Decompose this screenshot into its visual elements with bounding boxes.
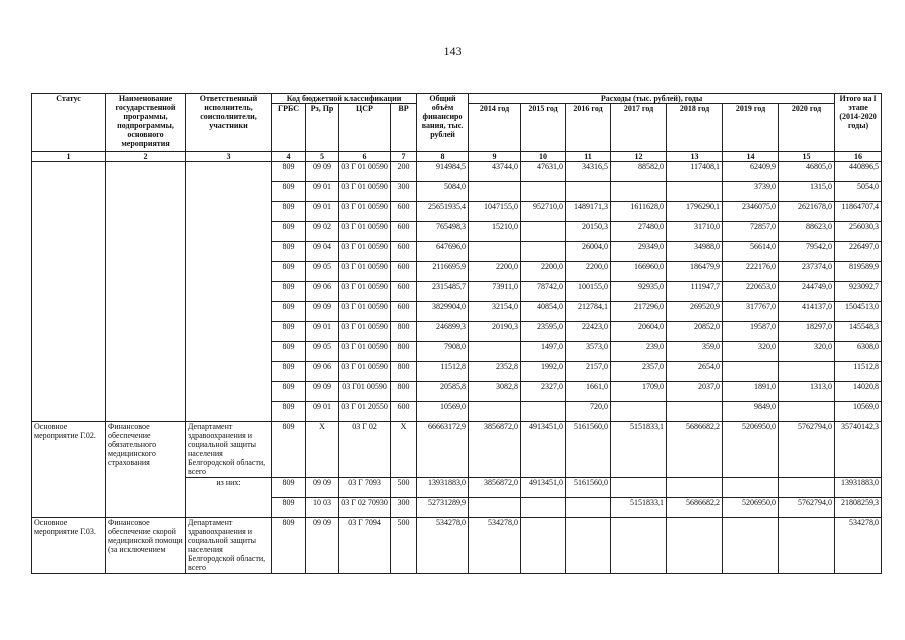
year-cell xyxy=(469,242,521,262)
vr-cell: 800 xyxy=(391,322,417,342)
year-cell: 1796290,1 xyxy=(667,202,723,222)
grbs-cell: 809 xyxy=(272,518,306,574)
vr-cell: 600 xyxy=(391,202,417,222)
year-cell: 1315,0 xyxy=(779,182,835,202)
column-number-5: 5 xyxy=(306,152,339,162)
grbs-cell: 809 xyxy=(272,282,306,302)
total-cell: 2116695,9 xyxy=(417,262,469,282)
year-cell: 320,0 xyxy=(723,342,779,362)
column-number-8: 8 xyxy=(417,152,469,162)
header-total-volume: Общий объём финансиро вания, тыс. рублей xyxy=(417,94,469,152)
vr-cell: 800 xyxy=(391,342,417,362)
year-cell: 414137,0 xyxy=(779,302,835,322)
header-year-2016: 2016 год xyxy=(566,104,611,152)
year-cell: 320,0 xyxy=(779,342,835,362)
stage-total-cell: 923092,7 xyxy=(835,282,882,302)
stage-total-cell: 226497,0 xyxy=(835,242,882,262)
stage-total-cell: 14020,8 xyxy=(835,382,882,402)
rzpr-cell: 09 09 xyxy=(306,302,339,322)
total-cell: 3829904,0 xyxy=(417,302,469,322)
csr-cell: 03 Г 01 00590 xyxy=(339,282,391,302)
year-cell xyxy=(779,478,835,498)
csr-cell: 03 Г 01 00590 xyxy=(339,262,391,282)
year-cell: 88623,0 xyxy=(779,222,835,242)
column-number-9: 9 xyxy=(469,152,521,162)
year-cell: 19587,0 xyxy=(723,322,779,342)
year-cell xyxy=(779,362,835,382)
vr-cell: 600 xyxy=(391,402,417,422)
vr-cell: Х xyxy=(391,422,417,478)
rzpr-cell: 09 02 xyxy=(306,222,339,242)
status-cell: Основное мероприятие Г.03. xyxy=(32,518,106,574)
year-cell: 20604,0 xyxy=(611,322,667,342)
year-cell: 40854,0 xyxy=(521,302,566,322)
table-row-g03 xyxy=(32,518,882,574)
year-cell xyxy=(723,478,779,498)
csr-cell: 03 Г 02 70930 xyxy=(339,498,391,518)
year-cell xyxy=(611,402,667,422)
year-cell: 359,0 xyxy=(667,342,723,362)
year-cell: 47631,0 xyxy=(521,162,566,182)
stage-total-cell: 440896,5 xyxy=(835,162,882,182)
column-number-10: 10 xyxy=(521,152,566,162)
column-number-16: 16 xyxy=(835,152,882,162)
year-cell xyxy=(611,182,667,202)
year-cell xyxy=(667,402,723,422)
year-cell: 317767,0 xyxy=(723,302,779,322)
column-number-1: 1 xyxy=(32,152,106,162)
stage-total-cell: 10569,0 xyxy=(835,402,882,422)
year-cell: 4913451,0 xyxy=(521,478,566,498)
year-cell: 15210,0 xyxy=(469,222,521,242)
csr-cell: 03 Г 01 00590 xyxy=(339,202,391,222)
year-cell: 2200,0 xyxy=(566,262,611,282)
year-cell: 220653,0 xyxy=(723,282,779,302)
csr-cell: 03 Г 01 00590 xyxy=(339,322,391,342)
stage-total-cell: 534278,0 xyxy=(835,518,882,574)
year-cell: 26004,0 xyxy=(566,242,611,262)
year-cell: 5762794,0 xyxy=(779,422,835,478)
vr-cell: 200 xyxy=(391,162,417,182)
year-cell: 3739,0 xyxy=(723,182,779,202)
vr-cell: 500 xyxy=(391,518,417,574)
year-cell xyxy=(521,242,566,262)
year-cell: 79542,0 xyxy=(779,242,835,262)
year-cell: 3082,8 xyxy=(469,382,521,402)
column-number-3: 3 xyxy=(186,152,272,162)
year-cell: 1992,0 xyxy=(521,362,566,382)
year-cell: 4913451,0 xyxy=(521,422,566,478)
stage-total-cell: 35740142,3 xyxy=(835,422,882,478)
column-number-12: 12 xyxy=(611,152,667,162)
column-number-6: 6 xyxy=(339,152,391,162)
year-cell: 1489171,3 xyxy=(566,202,611,222)
header-expenses: Расходы (тыс. рублей), годы xyxy=(469,94,835,104)
year-cell: 5151833,1 xyxy=(611,422,667,478)
year-cell xyxy=(566,518,611,574)
year-cell: 5151833,1 xyxy=(611,498,667,518)
year-cell: 2327,0 xyxy=(521,382,566,402)
header-rzpr: Рз, Пр xyxy=(306,104,339,152)
year-cell: 32154,0 xyxy=(469,302,521,322)
year-cell: 217296,0 xyxy=(611,302,667,322)
name-cell: Финансовое обеспечение обязательного медицинского страхования xyxy=(106,422,186,518)
year-cell xyxy=(723,518,779,574)
header-year-2019: 2019 год xyxy=(723,104,779,152)
table-row xyxy=(32,162,882,182)
year-cell: 20190,3 xyxy=(469,322,521,342)
grbs-cell: 809 xyxy=(272,242,306,262)
year-cell: 2157,0 xyxy=(566,362,611,382)
year-cell: 244749,0 xyxy=(779,282,835,302)
column-number-4: 4 xyxy=(272,152,306,162)
grbs-cell: 809 xyxy=(272,422,306,478)
total-cell: 25651935,4 xyxy=(417,202,469,222)
vr-cell: 600 xyxy=(391,282,417,302)
year-cell: 92935,0 xyxy=(611,282,667,302)
total-cell: 2315485,7 xyxy=(417,282,469,302)
column-number-7: 7 xyxy=(391,152,417,162)
grbs-cell: 809 xyxy=(272,162,306,182)
column-number-14: 14 xyxy=(723,152,779,162)
year-cell: 20150,3 xyxy=(566,222,611,242)
column-numbers-row xyxy=(32,152,882,162)
total-cell: 647696,0 xyxy=(417,242,469,262)
year-cell: 1709,0 xyxy=(611,382,667,402)
year-cell: 5161560,0 xyxy=(566,478,611,498)
grbs-cell: 809 xyxy=(272,262,306,282)
year-cell: 117408,1 xyxy=(667,162,723,182)
csr-cell: 03 Г 02 xyxy=(339,422,391,478)
year-cell xyxy=(667,478,723,498)
grbs-cell: 809 xyxy=(272,402,306,422)
year-cell: 2352,8 xyxy=(469,362,521,382)
year-cell: 46805,0 xyxy=(779,162,835,182)
vr-cell: 800 xyxy=(391,382,417,402)
year-cell: 9849,0 xyxy=(723,402,779,422)
stage-total-cell: 21808259,3 xyxy=(835,498,882,518)
sub-label-cell: из них: xyxy=(186,478,272,518)
year-cell xyxy=(469,498,521,518)
total-cell: 52731289,9 xyxy=(417,498,469,518)
year-cell xyxy=(521,498,566,518)
header-budget-code: Код бюджетной классификации xyxy=(272,94,417,104)
year-cell xyxy=(521,518,566,574)
csr-cell: 03 Г 01 00590 xyxy=(339,342,391,362)
year-cell xyxy=(667,182,723,202)
total-cell: 13931883,0 xyxy=(417,478,469,498)
header-year-2020: 2020 год xyxy=(779,104,835,152)
budget-table xyxy=(31,93,882,574)
year-cell xyxy=(469,342,521,362)
year-cell: 5161560,0 xyxy=(566,422,611,478)
csr-cell: 03 Г 7094 xyxy=(339,518,391,574)
executor-cell: Департамент здравоохранения и социальной защиты населения Белгородской области, всего xyxy=(186,518,272,574)
year-cell: 534278,0 xyxy=(469,518,521,574)
grbs-cell: 809 xyxy=(272,382,306,402)
year-cell: 2037,0 xyxy=(667,382,723,402)
rzpr-cell: 09 09 xyxy=(306,382,339,402)
year-cell xyxy=(779,402,835,422)
year-cell: 5762794,0 xyxy=(779,498,835,518)
total-cell: 765498,3 xyxy=(417,222,469,242)
year-cell: 56614,0 xyxy=(723,242,779,262)
total-cell: 534278,0 xyxy=(417,518,469,574)
year-cell: 1497,0 xyxy=(521,342,566,362)
csr-cell: 03 Г 01 00590 xyxy=(339,302,391,322)
total-cell: 914984,5 xyxy=(417,162,469,182)
rzpr-cell: 09 09 xyxy=(306,518,339,574)
vr-cell: 600 xyxy=(391,302,417,322)
year-cell xyxy=(723,362,779,382)
year-cell: 43744,0 xyxy=(469,162,521,182)
rzpr-cell: 09 05 xyxy=(306,342,339,362)
rzpr-cell: 09 06 xyxy=(306,362,339,382)
year-cell: 78742,0 xyxy=(521,282,566,302)
year-cell: 5686682,2 xyxy=(667,498,723,518)
year-cell xyxy=(779,518,835,574)
rzpr-cell: 09 01 xyxy=(306,202,339,222)
year-cell: 34988,0 xyxy=(667,242,723,262)
csr-cell: 03 Г01 00590 xyxy=(339,382,391,402)
year-cell: 62409,9 xyxy=(723,162,779,182)
rzpr-cell: 10 03 xyxy=(306,498,339,518)
stage-total-cell: 11512,8 xyxy=(835,362,882,382)
stage-total-cell: 5054,0 xyxy=(835,182,882,202)
year-cell: 2621678,0 xyxy=(779,202,835,222)
stage-total-cell: 145548,3 xyxy=(835,322,882,342)
name-cell-empty xyxy=(106,162,186,422)
year-cell: 3856872,0 xyxy=(469,422,521,478)
csr-cell: 03 Г 01 00590 xyxy=(339,362,391,382)
header-year-2014: 2014 год xyxy=(469,104,521,152)
year-cell: 18297,0 xyxy=(779,322,835,342)
header-name: Наименование государственной программы, подпрограммы, основного мероприятия xyxy=(106,94,186,152)
csr-cell: 03 Г 01 00590 xyxy=(339,242,391,262)
year-cell: 3856872,0 xyxy=(469,478,521,498)
column-number-13: 13 xyxy=(667,152,723,162)
year-cell: 111947,7 xyxy=(667,282,723,302)
status-cell: Основное мероприятие Г.02. xyxy=(32,422,106,518)
year-cell: 5206950,0 xyxy=(723,498,779,518)
header-csr: ЦСР xyxy=(339,104,391,152)
rzpr-cell: 09 01 xyxy=(306,182,339,202)
year-cell xyxy=(469,402,521,422)
year-cell: 2654,0 xyxy=(667,362,723,382)
year-cell: 88582,0 xyxy=(611,162,667,182)
year-cell: 1047155,0 xyxy=(469,202,521,222)
column-number-11: 11 xyxy=(566,152,611,162)
header-executor: Ответственный исполнитель, соисполнители, участники xyxy=(186,94,272,152)
vr-cell: 600 xyxy=(391,242,417,262)
csr-cell: 03 Г 01 20550 xyxy=(339,402,391,422)
year-cell: 239,0 xyxy=(611,342,667,362)
csr-cell: 03 Г 01 00590 xyxy=(339,162,391,182)
year-cell: 222176,0 xyxy=(723,262,779,282)
status-cell-empty xyxy=(32,162,106,422)
executor-cell-empty xyxy=(186,162,272,422)
year-cell: 34316,5 xyxy=(566,162,611,182)
executor-cell: Департамент здравоохранения и социальной защиты населения Белгородской области, всего xyxy=(186,422,272,478)
vr-cell: 500 xyxy=(391,478,417,498)
year-cell: 23595,0 xyxy=(521,322,566,342)
year-cell xyxy=(469,182,521,202)
grbs-cell: 809 xyxy=(272,182,306,202)
total-cell: 11512,8 xyxy=(417,362,469,382)
csr-cell: 03 Г 7093 xyxy=(339,478,391,498)
rzpr-cell: Х xyxy=(306,422,339,478)
year-cell: 20852,0 xyxy=(667,322,723,342)
csr-cell: 03 Г 01 00590 xyxy=(339,222,391,242)
grbs-cell: 809 xyxy=(272,302,306,322)
stage-total-cell: 256030,3 xyxy=(835,222,882,242)
year-cell: 29349,0 xyxy=(611,242,667,262)
year-cell: 269520,9 xyxy=(667,302,723,322)
year-cell: 1611628,0 xyxy=(611,202,667,222)
vr-cell: 300 xyxy=(391,182,417,202)
header-vr: ВР xyxy=(391,104,417,152)
grbs-cell: 809 xyxy=(272,342,306,362)
vr-cell: 800 xyxy=(391,362,417,382)
total-cell: 7908,0 xyxy=(417,342,469,362)
year-cell: 186479,9 xyxy=(667,262,723,282)
year-cell: 22423,0 xyxy=(566,322,611,342)
year-cell: 2357,0 xyxy=(611,362,667,382)
rzpr-cell: 09 05 xyxy=(306,262,339,282)
year-cell xyxy=(566,498,611,518)
year-cell: 2200,0 xyxy=(521,262,566,282)
year-cell xyxy=(521,182,566,202)
year-cell: 27480,0 xyxy=(611,222,667,242)
year-cell: 720,0 xyxy=(566,402,611,422)
rzpr-cell: 09 09 xyxy=(306,162,339,182)
year-cell xyxy=(521,222,566,242)
year-cell xyxy=(667,518,723,574)
grbs-cell: 809 xyxy=(272,362,306,382)
year-cell xyxy=(611,518,667,574)
total-cell: 20585,8 xyxy=(417,382,469,402)
year-cell: 72857,0 xyxy=(723,222,779,242)
year-cell: 31710,0 xyxy=(667,222,723,242)
header-year-2015: 2015 год xyxy=(521,104,566,152)
page-number: 143 xyxy=(443,44,462,58)
total-cell: 246899,3 xyxy=(417,322,469,342)
rzpr-cell: 09 01 xyxy=(306,402,339,422)
stage-total-cell: 1504513,0 xyxy=(835,302,882,322)
year-cell: 166960,0 xyxy=(611,262,667,282)
stage-total-cell: 819589,9 xyxy=(835,262,882,282)
stage-total-cell: 11864707,4 xyxy=(835,202,882,222)
year-cell: 1891,0 xyxy=(723,382,779,402)
year-cell xyxy=(566,182,611,202)
year-cell: 5206950,0 xyxy=(723,422,779,478)
header-year-2018: 2018 год xyxy=(667,104,723,152)
stage-total-cell: 6308,0 xyxy=(835,342,882,362)
name-cell: Финансовое обеспечение скорой медицинской помощи (за исключением xyxy=(106,518,186,574)
year-cell: 2346075,0 xyxy=(723,202,779,222)
header-grbs: ГРБС xyxy=(272,104,306,152)
year-cell: 1661,0 xyxy=(566,382,611,402)
table-row-g02 xyxy=(32,422,882,478)
year-cell: 3573,0 xyxy=(566,342,611,362)
vr-cell: 600 xyxy=(391,262,417,282)
year-cell: 100155,0 xyxy=(566,282,611,302)
year-cell: 5686682,2 xyxy=(667,422,723,478)
csr-cell: 03 Г 01 00590 xyxy=(339,182,391,202)
year-cell xyxy=(611,478,667,498)
year-cell: 73911,0 xyxy=(469,282,521,302)
year-cell: 952710,0 xyxy=(521,202,566,222)
header-stage-total: Итого на I этапе (2014-2020 годы) xyxy=(835,94,882,152)
grbs-cell: 809 xyxy=(272,478,306,498)
stage-total-cell: 13931883,0 xyxy=(835,478,882,498)
vr-cell: 600 xyxy=(391,222,417,242)
grbs-cell: 809 xyxy=(272,498,306,518)
total-cell: 66663172,9 xyxy=(417,422,469,478)
header-status: Статус xyxy=(32,94,106,152)
year-cell: 1313,0 xyxy=(779,382,835,402)
grbs-cell: 809 xyxy=(272,222,306,242)
rzpr-cell: 09 06 xyxy=(306,282,339,302)
rzpr-cell: 09 04 xyxy=(306,242,339,262)
column-number-15: 15 xyxy=(779,152,835,162)
total-cell: 10569,0 xyxy=(417,402,469,422)
grbs-cell: 809 xyxy=(272,202,306,222)
column-number-2: 2 xyxy=(106,152,186,162)
grbs-cell: 809 xyxy=(272,322,306,342)
rzpr-cell: 09 09 xyxy=(306,478,339,498)
year-cell xyxy=(521,402,566,422)
total-cell: 5084,0 xyxy=(417,182,469,202)
header-year-2017: 2017 год xyxy=(611,104,667,152)
year-cell: 237374,0 xyxy=(779,262,835,282)
year-cell: 212784,1 xyxy=(566,302,611,322)
rzpr-cell: 09 01 xyxy=(306,322,339,342)
vr-cell: 300 xyxy=(391,498,417,518)
year-cell: 2200,0 xyxy=(469,262,521,282)
